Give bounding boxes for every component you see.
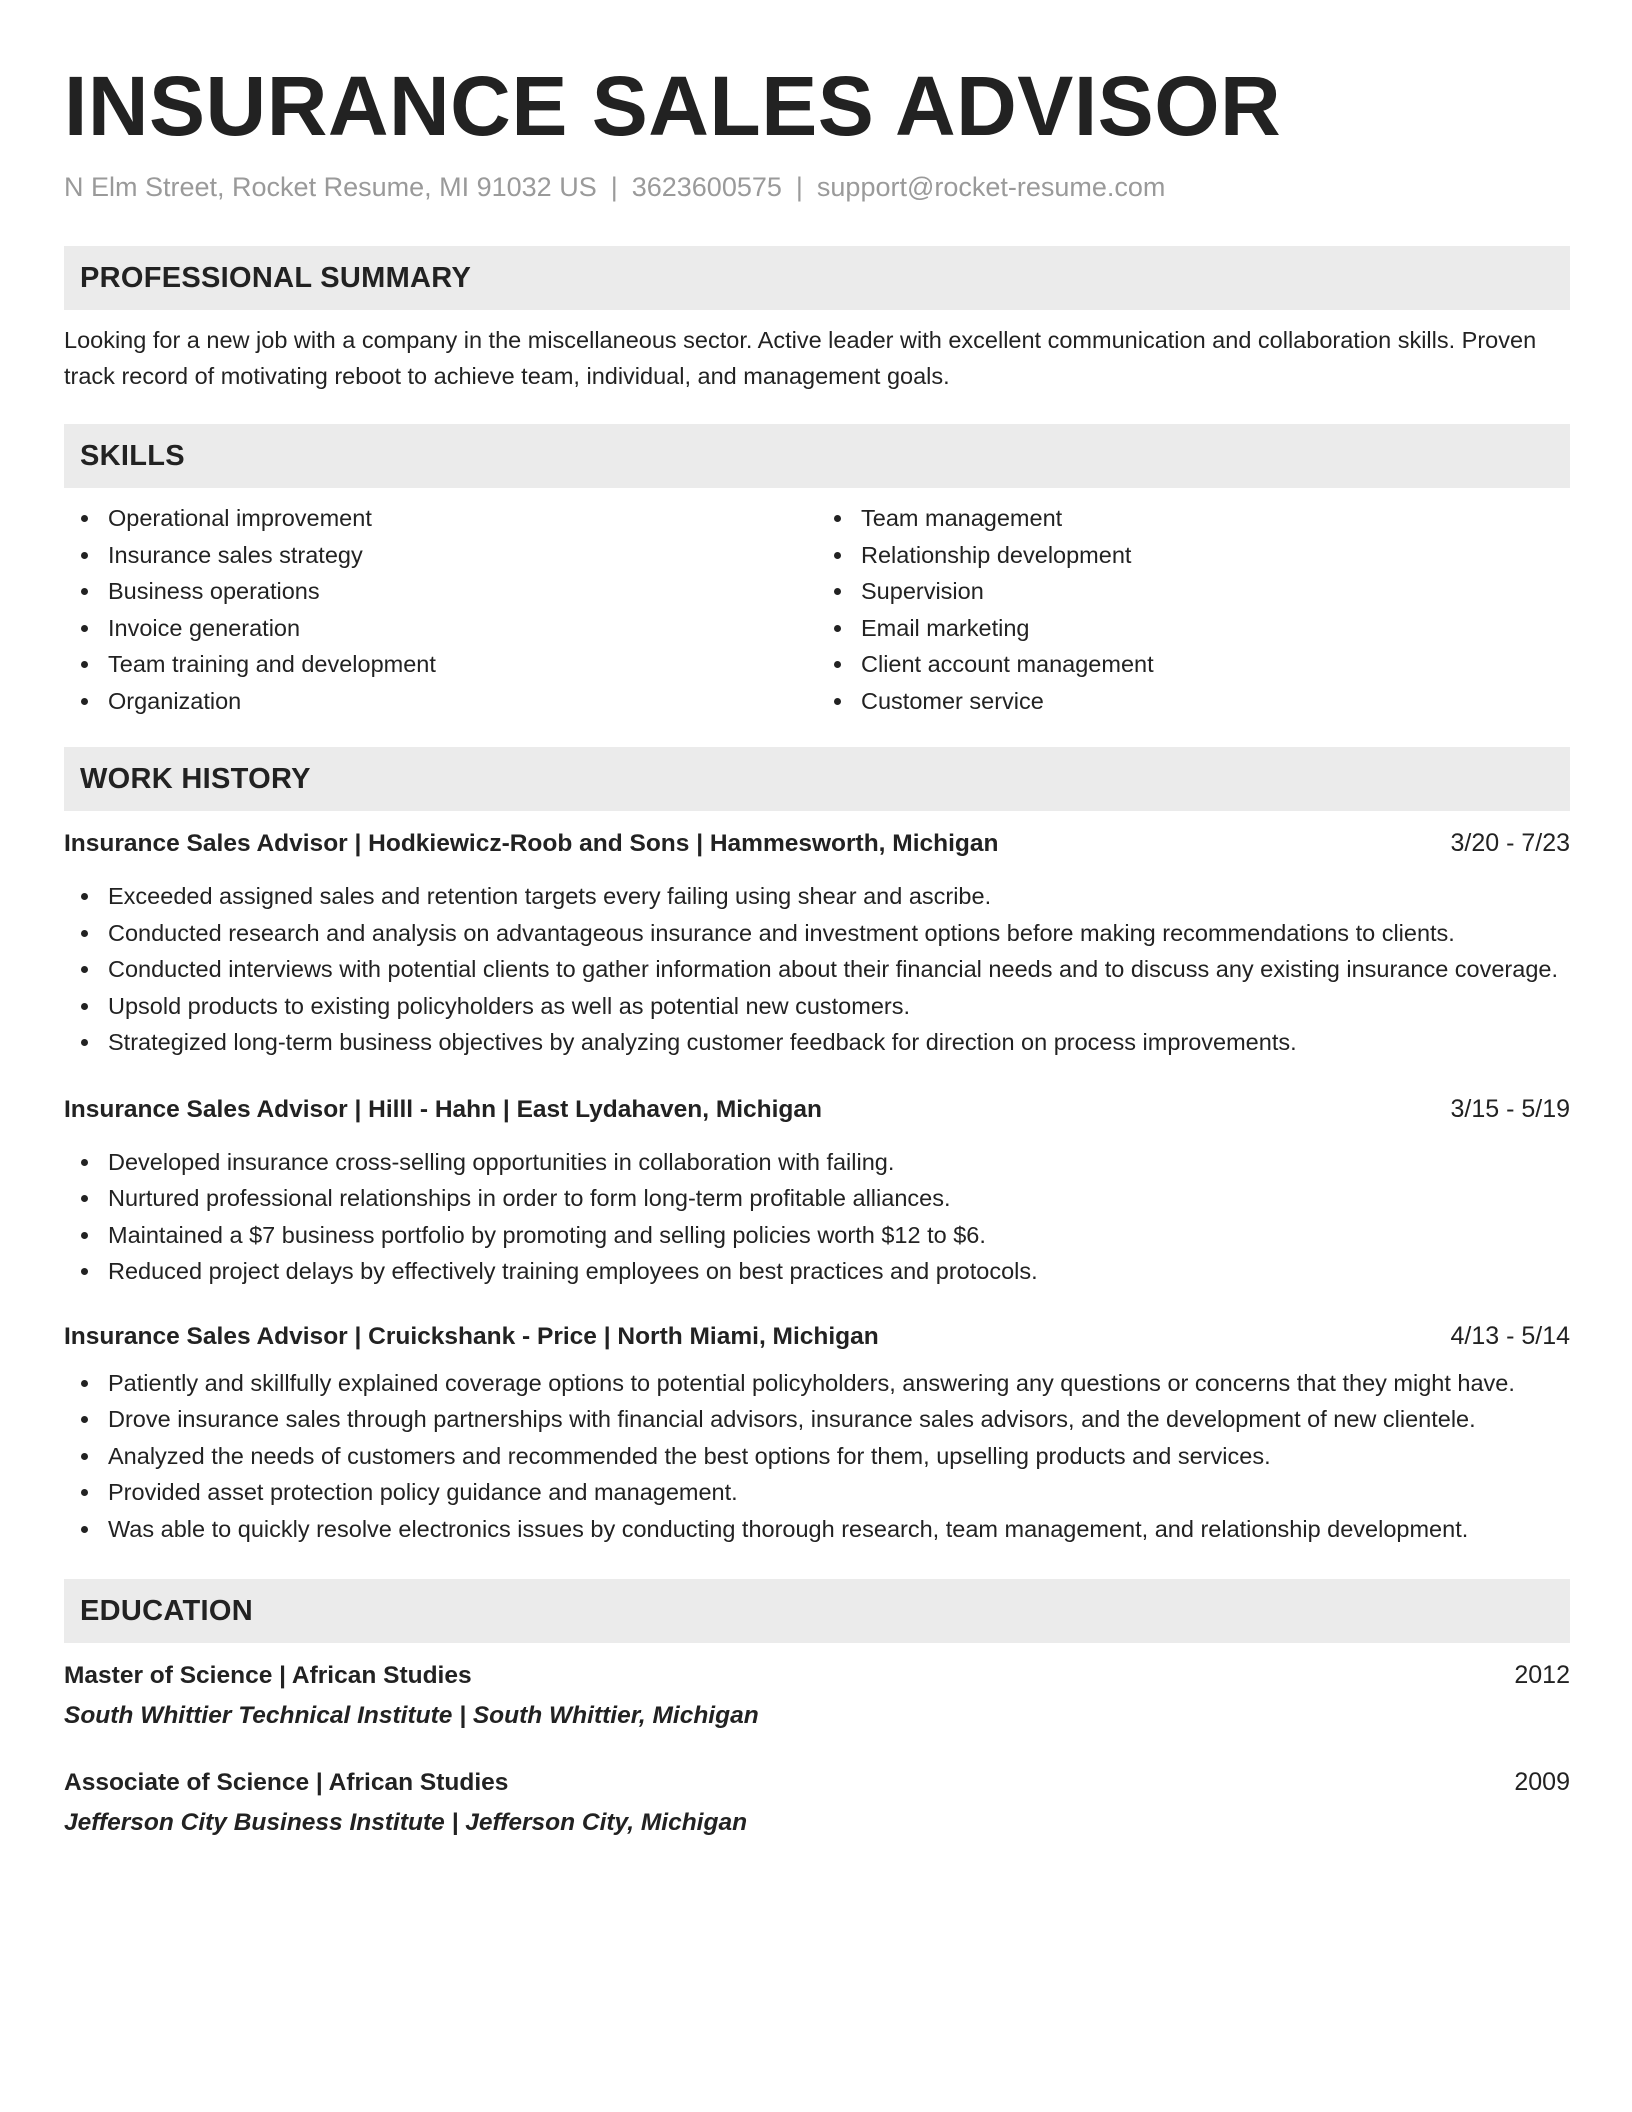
job-title: Insurance Sales Advisor | Cruickshank - Price | North Miami, Michigan (64, 1322, 879, 1350)
job-bullets (64, 878, 1570, 1061)
job-bullet: Nurtured professional relationships in order to form long-term profitable alliances. (64, 1180, 1570, 1217)
skill-item: Email marketing (817, 610, 1570, 647)
job-bullet: Drove insurance sales through partnerships with financial advisors, insurance sales advisors, and the development of new clientele. (64, 1401, 1570, 1438)
education-entry (64, 1764, 1570, 1841)
job-bullet: Conducted research and analysis on advantageous insurance and investment options before making recommendations to clients. (64, 915, 1570, 952)
job-bullet: Exceeded assigned sales and retention targets every failing using shear and ascribe. (64, 878, 1570, 915)
skill-item: Supervision (817, 573, 1570, 610)
job-title: Insurance Sales Advisor | Hodkiewicz-Roob and Sons | Hammesworth, Michigan (64, 830, 999, 857)
skill-item: Invoice generation (64, 610, 817, 647)
job-header (64, 1091, 1570, 1128)
job-entry (64, 825, 1570, 1061)
contact-address: N Elm Street, Rocket Resume, MI 91032 US (64, 172, 597, 202)
job-bullet: Reduced project delays by effectively training employees on best practices and protocols. (64, 1253, 1570, 1290)
job-bullet: Developed insurance cross-selling opportunities in collaboration with failing. (64, 1144, 1570, 1181)
skills-left-column (64, 500, 817, 719)
job-bullet: Maintained a $7 business portfolio by promoting and selling policies worth $12 to $6. (64, 1217, 1570, 1254)
skills-heading: SKILLS (64, 424, 1570, 488)
education-heading: EDUCATION (64, 1579, 1570, 1643)
contact-line (64, 168, 1570, 206)
job-dates: 3/20 - 7/23 (1450, 829, 1570, 857)
work-history-section (64, 747, 1570, 1547)
skills-section (64, 424, 1570, 719)
job-bullet: Patiently and skillfully explained coverage options to potential policyholders, answering any questions or concerns that they might have. (64, 1365, 1570, 1402)
job-bullet: Analyzed the needs of customers and recommended the best options for them, upselling products and services. (64, 1438, 1570, 1475)
skill-item: Team management (817, 500, 1570, 537)
job-header (64, 1318, 1570, 1355)
job-bullet: Strategized long-term business objectives by analyzing customer feedback for direction on process improvements. (64, 1024, 1570, 1061)
education-school: Jefferson City Business Institute | Jefferson City, Michigan (64, 1809, 748, 1836)
job-bullets (64, 1144, 1570, 1290)
summary-section (64, 246, 1570, 394)
skills-columns (64, 500, 1570, 719)
job-bullet: Upsold products to existing policyholders as well as potential new customers. (64, 988, 1570, 1025)
education-header (64, 1657, 1570, 1694)
skill-item: Customer service (817, 683, 1570, 720)
skill-item: Insurance sales strategy (64, 537, 817, 574)
education-year: 2009 (1514, 1768, 1570, 1796)
job-dates: 3/15 - 5/19 (1450, 1094, 1570, 1123)
summary-text: Looking for a new job with a company in the miscellaneous sector. Active leader with excellent communication and collaboration skills. Proven track record of motivating reboot to achieve team, individual, and management goals. (64, 327, 1537, 389)
skill-item: Team training and development (64, 646, 817, 683)
contact-email: support@rocket-resume.com (816, 172, 1166, 202)
education-degree: Master of Science | African Studies (64, 1662, 472, 1689)
contact-phone: 3623600575 (631, 172, 782, 202)
page-title: INSURANCE SALES ADVISOR (64, 59, 1282, 153)
skills-right-column (817, 500, 1570, 719)
work-history-heading: WORK HISTORY (64, 747, 1570, 811)
job-title: Insurance Sales Advisor | Hilll - Hahn | East Lydahaven, Michigan (64, 1095, 822, 1123)
skill-item: Business operations (64, 573, 817, 610)
education-header (64, 1764, 1570, 1801)
skill-item: Organization (64, 683, 817, 720)
education-school: South Whittier Technical Institute | South Whittier, Michigan (64, 1702, 759, 1729)
job-header (64, 825, 1570, 862)
contact-separator: | (795, 172, 803, 202)
job-dates: 4/13 - 5/14 (1450, 1321, 1570, 1350)
summary-heading: PROFESSIONAL SUMMARY (64, 246, 1570, 310)
job-bullet: Provided asset protection policy guidance and management. (64, 1474, 1570, 1511)
skill-item: Client account management (817, 646, 1570, 683)
job-bullet: Conducted interviews with potential clients to gather information about their financial needs and to discuss any existing insurance coverage. (64, 951, 1570, 988)
education-section (64, 1579, 1570, 1841)
education-degree: Associate of Science | African Studies (64, 1769, 509, 1796)
education-entry (64, 1657, 1570, 1734)
job-entry (64, 1091, 1570, 1290)
contact-separator: | (610, 172, 618, 202)
education-year: 2012 (1514, 1661, 1570, 1689)
skill-item: Relationship development (817, 537, 1570, 574)
job-bullets (64, 1365, 1570, 1548)
skill-item: Operational improvement (64, 500, 817, 537)
job-bullet: Was able to quickly resolve electronics issues by conducting thorough research, team management, and relationship development. (64, 1511, 1570, 1548)
job-entry (64, 1318, 1570, 1548)
